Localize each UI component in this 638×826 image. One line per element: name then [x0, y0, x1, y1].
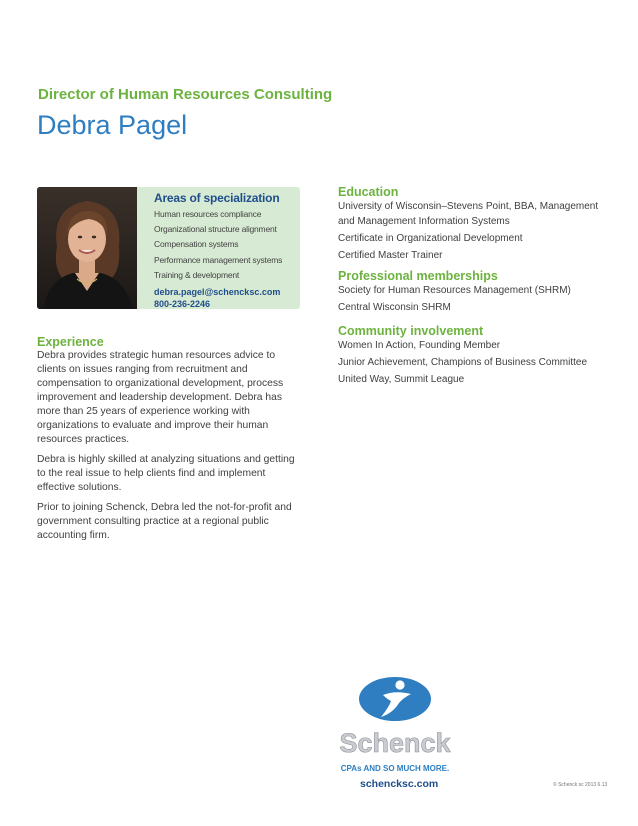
specialization-item: Human resources compliance [154, 209, 262, 219]
education-section [338, 185, 608, 263]
figure-mark-icon [359, 677, 431, 721]
education-item: Certified Master Trainer [338, 250, 443, 261]
community-item: United Way, Summit League [338, 374, 465, 385]
community-item: Junior Achievement, Champions of Business Committee [338, 357, 588, 368]
memberships-section [338, 269, 608, 315]
email-link[interactable]: debra.pagel@schencksc.com [154, 287, 281, 298]
specialization-item: Organizational structure alignment [154, 224, 277, 235]
copyright-note: © Schenck sc 2013 6.13 [553, 782, 608, 788]
logo-wordmark: Schenck [339, 728, 451, 758]
membership-item: Society for Human Resources Management (SHRM) [338, 285, 571, 296]
experience-paragraph: Prior to joining Schenck, Debra led the not-for-profit and government consulting practice at a regional public accounting firm. [37, 502, 292, 541]
experience-section [37, 335, 299, 549]
specialization-item: Compensation systems [154, 239, 239, 250]
memberships-heading: Professional memberships [338, 269, 498, 283]
education-heading: Education [338, 185, 399, 199]
community-item: Women In Action, Founding Member [338, 340, 501, 351]
portrait-photo [37, 187, 137, 309]
membership-item: Central Wisconsin SHRM [338, 302, 451, 313]
education-item: University of Wisconsin–Stevens Point, BBA, Management and Management Information Systems [338, 201, 599, 227]
schenck-logo [337, 675, 453, 775]
specialization-card [37, 187, 300, 309]
experience-paragraph: Debra provides strategic human resources advice to clients on issues ranging from recruitment and compensation to organizational development, process improvement and leadership development. Debra has more than 25 years of experience working with organizations to evaluate and improve their human resources practices. [37, 350, 284, 445]
experience-heading: Experience [37, 335, 104, 349]
experience-paragraph: Debra is highly skilled at analyzing situations and getting to the real issue to help clients find and implement effective solutions. [37, 454, 295, 493]
phone-number: 800-236-2246 [154, 299, 211, 309]
community-heading: Community involvement [338, 324, 484, 338]
card-body [154, 191, 300, 309]
logo-tagline: CPAs AND SO MUCH MORE. [340, 764, 450, 773]
website-link[interactable]: schencksc.com [360, 778, 439, 790]
job-title: Director of Human Resources Consulting [38, 86, 333, 103]
specialization-item: Training & development [154, 269, 240, 280]
specialization-item: Performance management systems [154, 254, 283, 265]
person-name: Debra Pagel [37, 110, 188, 140]
specialization-heading: Areas of specialization [154, 191, 280, 205]
education-item: Certificate in Organizational Development [338, 233, 523, 244]
community-section [338, 324, 608, 387]
